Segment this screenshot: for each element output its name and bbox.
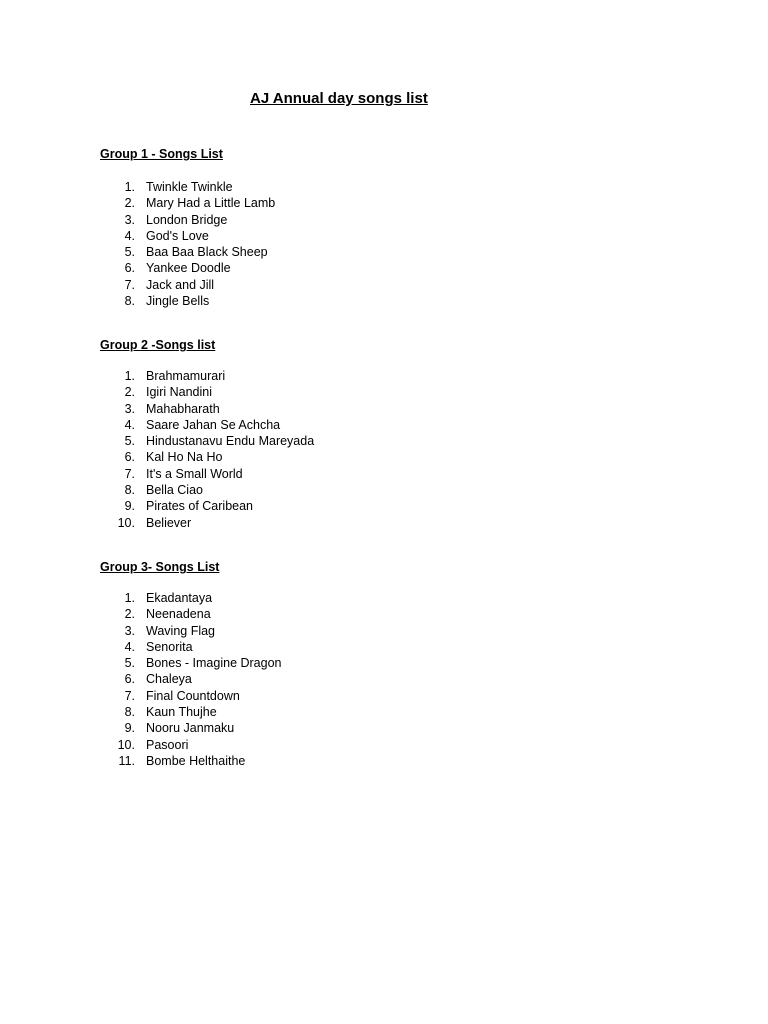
song-number: 3. (124, 623, 135, 638)
song-title: Kal Ho Na Ho (146, 450, 223, 465)
song-number: 2. (124, 196, 135, 211)
song-number: 6. (124, 450, 135, 465)
song-number: 11. (118, 753, 135, 768)
song-number: 7. (124, 466, 135, 481)
song-title: Final Countdown (146, 688, 240, 703)
song-title: Yankee Doodle (146, 261, 231, 276)
song-number: 1. (124, 180, 135, 194)
song-number: 4. (124, 639, 135, 654)
song-number: 8. (124, 294, 135, 309)
song-title: Bombe Helthaithe (146, 753, 246, 768)
song-number: 10. (117, 515, 135, 530)
song-title: London Bridge (146, 212, 228, 227)
song-title: It's a Small World (146, 466, 243, 481)
song-number: 2. (124, 385, 135, 400)
group-1-heading: Group 1 - Songs List (100, 147, 223, 161)
song-number: 1. (124, 591, 135, 605)
song-number: 8. (124, 483, 135, 498)
song-title: Believer (146, 515, 192, 530)
song-number: 9. (124, 499, 135, 514)
song-number: 2. (124, 607, 135, 622)
song-number: 7. (124, 277, 135, 292)
song-title: Chaleya (146, 672, 192, 687)
song-title: Twinkle Twinkle (146, 180, 233, 194)
song-title: Bella Ciao (146, 483, 203, 498)
song-title: Pasoori (146, 737, 189, 752)
song-title: Baa Baa Black Sheep (146, 245, 268, 260)
song-title: Neenadena (146, 607, 211, 622)
document-title: AJ Annual day songs list (250, 90, 428, 107)
song-number: 7. (124, 688, 135, 703)
song-number: 5. (124, 245, 135, 260)
song-title: Bones - Imagine Dragon (146, 656, 282, 671)
song-title: God's Love (146, 228, 209, 243)
song-title: Kaun Thujhe (146, 705, 217, 720)
song-number: 5. (124, 656, 135, 671)
song-title: Ekadantaya (146, 591, 213, 605)
song-title: Brahmamurari (146, 369, 226, 383)
song-title: Mary Had a Little Lamb (146, 196, 276, 211)
group-3-heading: Group 3- Songs List (100, 560, 220, 574)
song-number: 5. (124, 434, 135, 449)
song-title: Hindustanavu Endu Mareyada (146, 434, 315, 449)
song-title: Senorita (146, 639, 193, 654)
song-title: Igiri Nandini (146, 385, 213, 400)
song-title: Saare Jahan Se Achcha (146, 417, 281, 432)
group-2-heading: Group 2 -Songs list (100, 338, 216, 352)
song-number: 4. (124, 417, 135, 432)
song-number: 9. (124, 721, 135, 736)
song-number: 10. (117, 737, 135, 752)
song-title: Pirates of Caribean (146, 499, 254, 514)
song-number: 6. (124, 261, 135, 276)
song-number: 4. (124, 228, 135, 243)
song-number: 6. (124, 672, 135, 687)
song-number: 1. (124, 369, 135, 383)
song-title: Mahabharath (146, 401, 220, 416)
song-title: Waving Flag (146, 623, 216, 638)
song-title: Jingle Bells (146, 294, 210, 309)
song-number: 3. (124, 212, 135, 227)
song-number: 8. (124, 705, 135, 720)
song-title: Nooru Janmaku (146, 721, 235, 736)
song-title: Jack and Jill (146, 277, 215, 292)
song-number: 3. (124, 401, 135, 416)
